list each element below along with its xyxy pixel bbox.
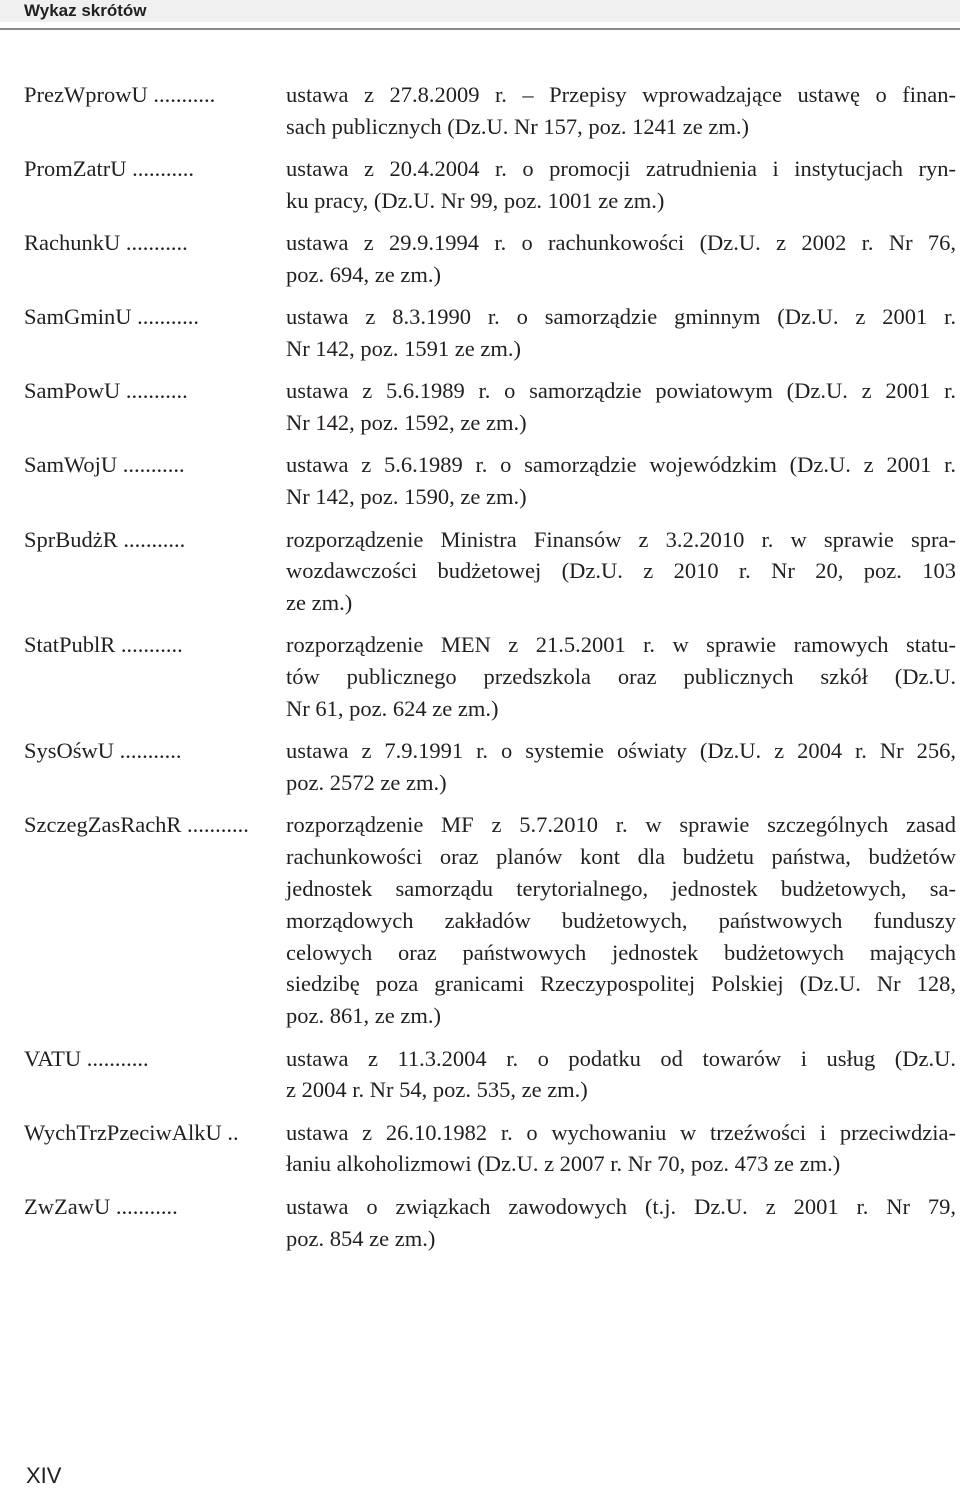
abbreviation-definition bbox=[286, 629, 956, 724]
abbreviation-entry bbox=[24, 375, 956, 439]
abbreviation-entry bbox=[24, 809, 956, 1032]
definition-line: siedzibę poza granicami Rzeczypospolitej Polskiej (Dz.U. Nr 128, bbox=[286, 971, 956, 997]
abbreviation-term: SamGminU ........... bbox=[24, 304, 200, 330]
abbreviation-entry bbox=[24, 301, 956, 365]
abbreviation-entry bbox=[24, 524, 956, 619]
definition-line: celowych oraz państwowych jednostek budżetowych mających bbox=[286, 939, 956, 965]
abbreviation-term: RachunkU ........... bbox=[24, 230, 188, 256]
abbreviation-definition bbox=[286, 1191, 956, 1255]
definition-line: poz. 854 ze zm.) bbox=[286, 1225, 436, 1251]
abbreviation-entry bbox=[24, 79, 956, 143]
definition-line: łaniu alkoholizmowi (Dz.U. z 2007 r. Nr 70, poz. 473 ze zm.) bbox=[286, 1151, 841, 1177]
page-number: XIV bbox=[26, 1463, 62, 1488]
definition-line: ustawa z 11.3.2004 r. o podatku od towarów i usług (Dz.U. bbox=[286, 1045, 956, 1071]
abbreviation-term: WychTrzPzeciwAlkU .. bbox=[24, 1119, 239, 1145]
abbreviation-entry bbox=[24, 1191, 956, 1255]
abbreviation-term: ZwZawU ........... bbox=[24, 1193, 178, 1219]
abbreviation-term: VATU ........... bbox=[24, 1045, 149, 1071]
definition-line: tów publicznego przedszkola oraz publicznych szkół (Dz.U. bbox=[286, 664, 956, 690]
definition-line: z 2004 r. Nr 54, poz. 535, ze zm.) bbox=[286, 1077, 588, 1103]
abbreviation-definition bbox=[286, 449, 956, 513]
definition-line: ustawa o związkach zawodowych (t.j. Dz.U. z 2001 r. Nr 79, bbox=[286, 1193, 956, 1219]
definition-line: rozporządzenie MF z 5.7.2010 r. w sprawie szczególnych zasad bbox=[286, 812, 956, 838]
definition-line: sach publicznych (Dz.U. Nr 157, poz. 1241 ze zm.) bbox=[286, 113, 749, 139]
definition-line: ustawa z 7.9.1991 r. o systemie oświaty (Dz.U. z 2004 r. Nr 256, bbox=[286, 738, 956, 764]
abbreviation-definition bbox=[286, 227, 956, 291]
abbreviation-definition bbox=[286, 301, 956, 365]
definition-line: rachunkowości oraz planów kont dla budżetu państwa, budżetów bbox=[286, 844, 956, 870]
definition-line: poz. 694, ze zm.) bbox=[286, 261, 441, 287]
abbreviation-entry bbox=[24, 1117, 956, 1181]
definition-line: ustawa z 5.6.1989 r. o samorządzie wojewódzkim (Dz.U. z 2001 r. bbox=[286, 452, 956, 478]
running-header-title: Wykaz skrótów bbox=[24, 1, 147, 20]
abbreviation-definition bbox=[286, 1043, 956, 1107]
definition-line: wozdawczości budżetowej (Dz.U. z 2010 r. Nr 20, poz. 103 bbox=[286, 558, 956, 584]
abbreviation-entry bbox=[24, 735, 956, 799]
definition-line: Nr 142, poz. 1591 ze zm.) bbox=[286, 336, 521, 362]
abbreviation-entry bbox=[24, 629, 956, 724]
abbreviation-entry bbox=[24, 227, 956, 291]
abbreviation-term: SamPowU ........... bbox=[24, 378, 188, 404]
abbreviation-definition bbox=[286, 1117, 956, 1181]
definition-line: ustawa z 20.4.2004 r. o promocji zatrudnienia i instytucjach ryn- bbox=[286, 156, 956, 182]
abbreviation-term: PromZatrU ........... bbox=[24, 156, 194, 182]
abbreviation-entry bbox=[24, 153, 956, 217]
abbreviation-definition bbox=[286, 735, 956, 799]
abbreviation-definition bbox=[286, 524, 956, 619]
abbreviation-term: SysOśwU ........... bbox=[24, 738, 182, 764]
abbreviation-term: SzczegZasRachR ........... bbox=[24, 812, 249, 838]
definition-line: ustawa z 26.10.1982 r. o wychowaniu w trzeźwości i przeciwdzia- bbox=[286, 1119, 956, 1145]
definition-line: Nr 61, poz. 624 ze zm.) bbox=[286, 696, 499, 722]
definition-line: Nr 142, poz. 1590, ze zm.) bbox=[286, 484, 527, 510]
definition-line: ustawa z 27.8.2009 r. – Przepisy wprowadzające ustawę o finan- bbox=[286, 82, 956, 107]
definition-line: rozporządzenie MEN z 21.5.2001 r. w sprawie ramowych statu- bbox=[286, 632, 956, 658]
definition-line: poz. 861, ze zm.) bbox=[286, 1003, 441, 1029]
definition-line: ze zm.) bbox=[286, 590, 353, 616]
definition-line: jednostek samorządu terytorialnego, jednostek budżetowych, sa- bbox=[286, 876, 956, 902]
abbreviation-definition bbox=[286, 153, 956, 217]
definition-line: ustawa z 29.9.1994 r. o rachunkowości (Dz.U. z 2002 r. Nr 76, bbox=[286, 230, 956, 256]
abbreviation-definition bbox=[286, 79, 956, 143]
abbreviation-definition bbox=[286, 375, 956, 439]
abbreviation-entry bbox=[24, 1043, 956, 1107]
abbreviation-term: StatPublR ........... bbox=[24, 632, 183, 658]
definition-line: poz. 2572 ze zm.) bbox=[286, 770, 447, 796]
definition-line: ku pracy, (Dz.U. Nr 99, poz. 1001 ze zm.) bbox=[286, 187, 665, 213]
abbreviation-term: SprBudżR ........... bbox=[24, 526, 186, 552]
abbreviation-entry bbox=[24, 449, 956, 513]
definition-line: rozporządzenie Ministra Finansów z 3.2.2010 r. w sprawie spra- bbox=[286, 526, 956, 552]
abbreviation-term: SamWojU ........... bbox=[24, 452, 185, 478]
running-header bbox=[0, 0, 960, 22]
definition-line: ustawa z 8.3.1990 r. o samorządzie gminnym (Dz.U. z 2001 r. bbox=[286, 304, 956, 330]
definition-line: Nr 142, poz. 1592, ze zm.) bbox=[286, 410, 527, 436]
definition-line: ustawa z 5.6.1989 r. o samorządzie powiatowym (Dz.U. z 2001 r. bbox=[286, 378, 956, 404]
header-rule bbox=[0, 28, 960, 30]
abbreviation-list bbox=[24, 79, 956, 1265]
abbreviation-definition bbox=[286, 809, 956, 1032]
abbreviation-term: PrezWprowU ........... bbox=[24, 82, 216, 107]
definition-line: morządowych zakładów budżetowych, państwowych funduszy bbox=[286, 907, 956, 933]
